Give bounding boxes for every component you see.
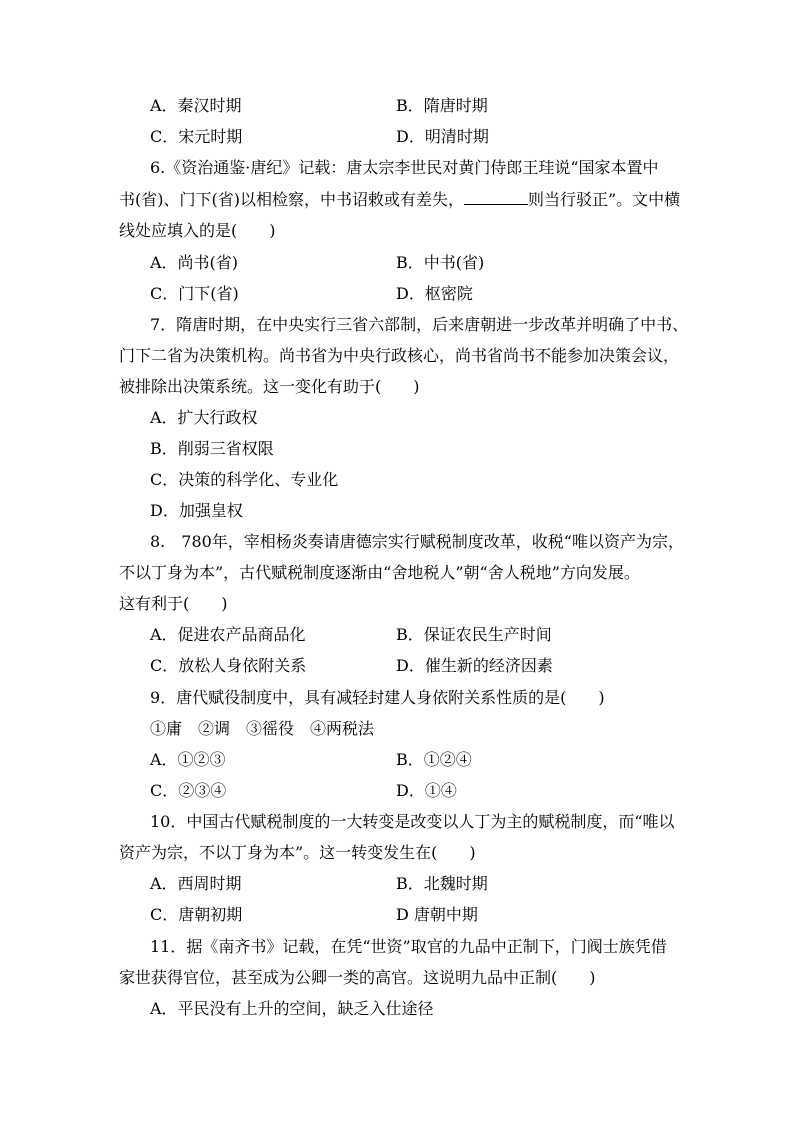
q7-stem-line2: 门下二省为决策机构。尚书省为中央行政核心，尚书省尚书不能参加决策会议， — [119, 346, 680, 365]
block1-option-b: B．隋唐时期 — [396, 96, 488, 115]
q8-option-d: D．催生新的经济因素 — [396, 656, 553, 675]
q9-item-list: ①庸 ②调 ③徭役 ④两税法 — [150, 719, 375, 738]
q7-option-b: B．削弱三省权限 — [150, 439, 274, 458]
q10-option-d: D 唐朝中期 — [396, 905, 478, 924]
block1-option-c: C．宋元时期 — [150, 127, 243, 146]
q9-stem-line1: 9．唐代赋役制度中，具有减轻封建人身依附关系性质的是( ) — [150, 688, 605, 707]
q11-option-a: A．平民没有上升的空间，缺乏入仕途径 — [150, 999, 434, 1018]
q8-stem-line1: 8. 780年，宰相杨炎奏请唐德宗实行赋税制度改革，收税“唯以资产为宗， — [150, 532, 684, 551]
q8-option-a: A．促进农产品商品化 — [150, 625, 306, 644]
q9-option-d: D．①④ — [396, 781, 457, 800]
q10-stem-line1: 10．中国古代赋税制度的一大转变是改变以人丁为主的赋税制度，而“唯以 — [150, 812, 675, 831]
q7-option-c: C．决策的科学化、专业化 — [150, 470, 339, 489]
q7-option-a: A．扩大行政权 — [150, 408, 258, 427]
q9-option-a: A．①②③ — [150, 750, 226, 769]
q6-stem-line2 — [119, 190, 680, 210]
q10-option-b: B．北魏时期 — [396, 874, 488, 893]
q6-option-b: B．中书(省) — [396, 253, 485, 272]
q6-stem-line2-post: 则当行驳正”。文中横 — [527, 190, 681, 209]
q6-stem-line3: 线处应填入的是( ) — [119, 221, 276, 240]
q6-option-d: D．枢密院 — [396, 284, 473, 303]
q11-stem-line2: 家世获得官位，甚至成为公卿一类的高官。这说明九品中正制( ) — [119, 968, 596, 987]
q7-stem-line3: 被排除出决策系统。这一变化有助于( ) — [119, 377, 420, 396]
q10-option-c: C．唐朝初期 — [150, 905, 243, 924]
q9-option-c: C．②③④ — [150, 781, 227, 800]
q10-stem-line2: 资产为宗，不以丁身为本”。这一转变发生在( ) — [119, 843, 476, 862]
q11-stem-line1: 11．据《南齐书》记载，在凭“世资”取官的九品中正制下，门阀士族凭借 — [150, 937, 667, 956]
q7-option-d: D．加强皇权 — [150, 501, 243, 520]
q9-option-b: B．①②④ — [396, 750, 472, 769]
q7-stem-line1: 7．隋唐时期，在中央实行三省六部制，后来唐朝进一步改革并明确了中书、 — [150, 315, 689, 334]
q6-stem-line2-pre: 书(省)、门下(省)以相检察，中书诏敕或有差失， — [119, 190, 464, 209]
q8-stem-line2: 不以丁身为本”，古代赋税制度逐渐由“舍地税人”朝“舍人税地”方向发展。 — [119, 563, 640, 582]
q8-option-c: C．放松人身依附关系 — [150, 656, 307, 675]
q6-fill-blank — [464, 190, 528, 205]
q10-option-a: A．西周时期 — [150, 874, 242, 893]
q6-stem-line1: 6.《资治通鉴·唐纪》记载：唐太宗李世民对黄门侍郎王珪说“国家本置中 — [150, 158, 659, 177]
block1-option-d: D．明清时期 — [396, 127, 489, 146]
block1-option-a: A．秦汉时期 — [150, 96, 242, 115]
q8-option-b: B．保证农民生产时间 — [396, 625, 552, 644]
q6-option-c: C．门下(省) — [150, 284, 239, 303]
q6-option-a: A．尚书(省) — [150, 253, 239, 272]
q8-stem-line3: 这有利于( ) — [119, 594, 228, 613]
